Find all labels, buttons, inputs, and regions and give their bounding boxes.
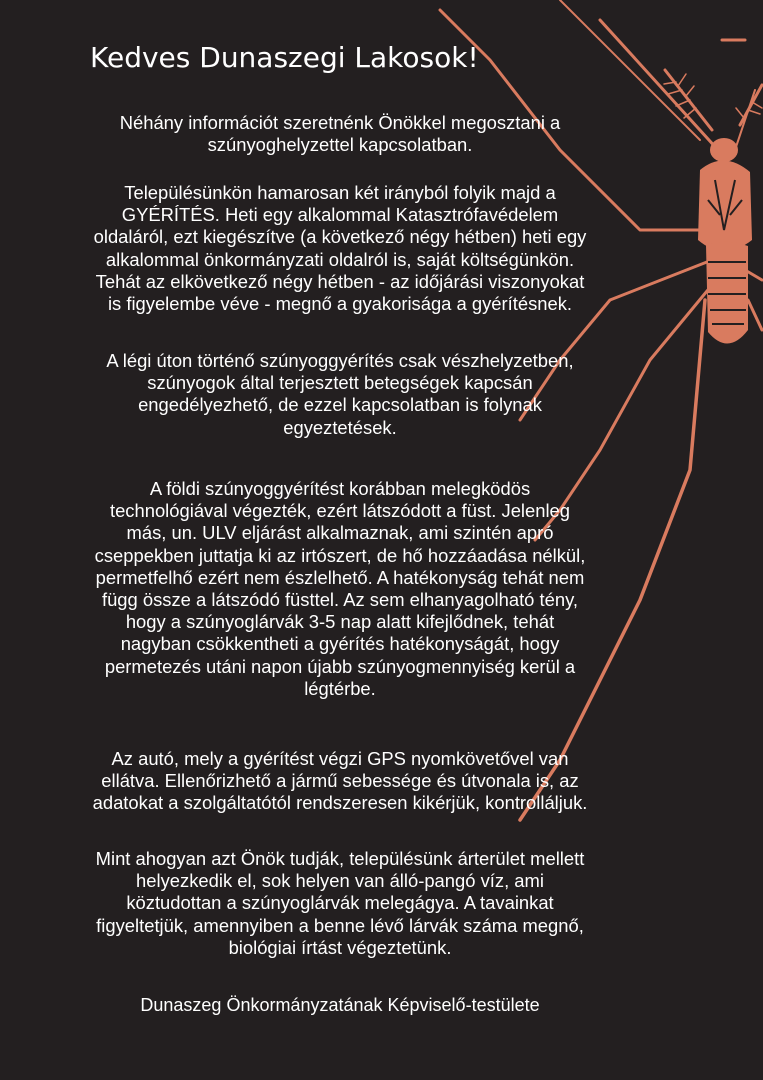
text-line: technológiával végezték, ezért látszódott a füst. Jelenleg [109, 500, 571, 522]
text-line: permetezés utáni napon újabb szúnyogmennyiség kerül a [104, 655, 576, 677]
signature-text: Dunaszeg Önkormányzatának Képviselő-testülete [140, 995, 540, 1015]
text-line: Néhány információt szeretnénk Önökkel megosztani a [119, 112, 561, 133]
text-line: Településünkön hamarosan két irányból folyik majd a [124, 182, 556, 203]
text-line: A légi úton történő szúnyoggyérítés csak vészhelyzetben, [106, 350, 574, 371]
text-line: adatokat a szolgáltatótól rendszeresen kikérjük, kontrolláljuk. [92, 792, 588, 814]
text-line: nagyban csökkentheti a gyérítés hatékonyságát, hogy [120, 633, 560, 655]
paragraph-gyerites [30, 182, 650, 315]
paragraph-intro [30, 112, 650, 156]
text-line: cseppekben juttatja ki az irtószert, de hő hozzáadása nélkül, [94, 544, 586, 566]
text-line: helyezkedik el, sok helyen van álló-pangó víz, ami [136, 870, 544, 892]
text-line: alkalommal önkormányzati oldalról is, saját költségünkön. [105, 248, 575, 270]
paragraph-legi-ut [30, 350, 650, 439]
text-line: egyeztetések. [283, 416, 397, 438]
paragraph-foldi [30, 478, 650, 700]
text-line: Tehát az elkövetkező négy hétben - az időjárási viszonyokat [95, 270, 585, 292]
text-line: köztudottan a szúnyoglárvák melegágya. A tavainkat [126, 892, 554, 914]
paragraph-arterulet [30, 848, 650, 959]
text-line: permetfelhő ezért nem észlelhető. A hatékonyság tehát nem [95, 566, 585, 588]
text-line: biológiai írtást végeztetünk. [228, 936, 452, 958]
signature [30, 994, 650, 1016]
text-line: Az autó, mely a gyérítést végzi GPS nyomkövetővel van [111, 748, 569, 769]
text-line: légtérbe. [304, 677, 376, 699]
text-line: ellátva. Ellenőrizhető a jármű sebessége és útvonala is, az [101, 770, 579, 792]
text-line: más, un. ULV eljárást alkalmaznak, ami szintén apró [126, 522, 554, 544]
text-line: is figyelembe véve - megnő a gyakorisága a gyérítésnek. [107, 293, 573, 315]
text-line: oldaláról, ezt kiegészítve (a következő négy hétben) heti egy [93, 226, 587, 248]
letter-title: Kedves Dunaszegi Lakosok! [90, 41, 479, 74]
text-line: GYÉRÍTÉS. Heti egy alkalommal Katasztrófavédelem [121, 204, 559, 226]
text-line: figyeltetjük, amennyiben a benne lévő lárvák száma megnő, [96, 914, 584, 936]
text-line: engedélyezhető, de ezzel kapcsolatban is folynak [138, 394, 542, 416]
text-line: hogy a szúnyoglárvák 3-5 nap alatt kifejlődnek, tehát [125, 611, 555, 633]
paragraph-gps [30, 748, 650, 815]
text-line: A földi szúnyoggyérítést korábban melegködös [149, 478, 531, 499]
text-line: szúnyogok által terjesztett betegségek kapcsán [147, 372, 533, 394]
text-line: függ össze a látszódó füsttel. Az sem elhanyagolható tény, [101, 589, 579, 611]
text-line: szúnyoghelyzettel kapcsolatban. [207, 134, 473, 156]
text-line: Mint ahogyan azt Önök tudják, településünk árterület mellett [95, 848, 585, 869]
